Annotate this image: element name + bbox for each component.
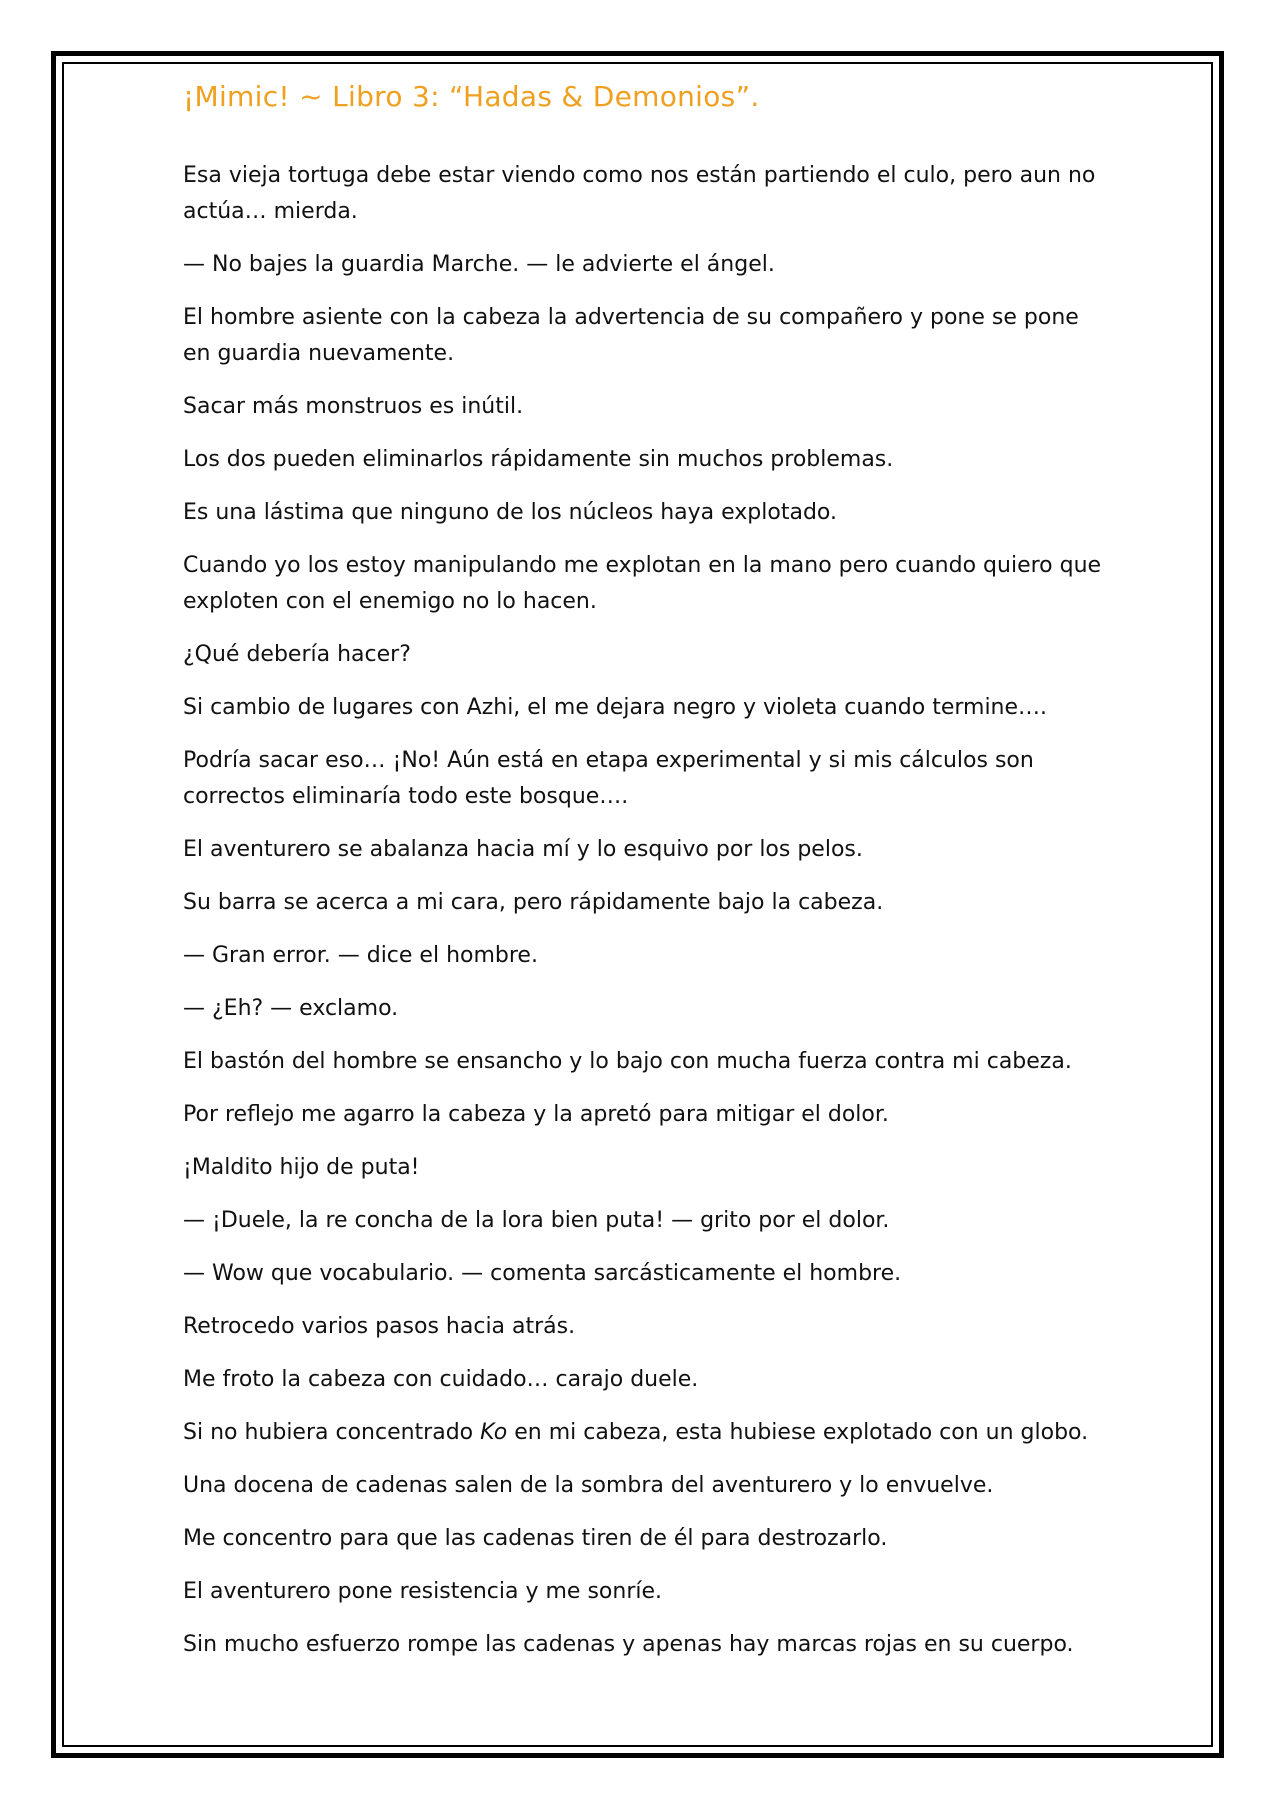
paragraph-8: ¿Qué debería hacer?: [183, 642, 411, 667]
paragraph-15: El bastón del hombre se ensancho y lo bajo con mucha fuerza contra mi cabeza.: [183, 1049, 1072, 1074]
paragraph-12: Su barra se acerca a mi cara, pero rápidamente bajo la cabeza.: [183, 890, 884, 915]
paragraph-22-after: en mi cabeza, esta hubiese explotado con un globo.: [507, 1420, 1089, 1445]
paragraph-6: Es una lástima que ninguno de los núcleos haya explotado.: [183, 500, 837, 525]
paragraph-7: Cuando yo los estoy manipulando me explotan en la mano pero cuando quiero que exploten con el enemigo no lo hacen.: [183, 553, 1102, 614]
page-content: [183, 70, 1103, 1680]
paragraph-14: — ¿Eh? — exclamo.: [183, 996, 399, 1021]
paragraph-1: Esa vieja tortuga debe estar viendo como nos están partiendo el culo, pero aun no actúa… mierda.: [183, 163, 1096, 224]
paragraph-3: El hombre asiente con la cabeza la advertencia de su compañero y pone se pone en guardia nuevamente.: [183, 305, 1079, 366]
paragraph-21: Me froto la cabeza con cuidado… carajo duele.: [183, 1367, 699, 1392]
paragraph-13: — Gran error. — dice el hombre.: [183, 943, 538, 968]
paragraph-23: Una docena de cadenas salen de la sombra del aventurero y lo envuelve.: [183, 1473, 994, 1498]
paragraph-22-before: Si no hubiera concentrado: [183, 1420, 481, 1445]
paragraph-22-italic-ko: Ko: [480, 1420, 508, 1445]
paragraph-9: Si cambio de lugares con Azhi, el me dejara negro y violeta cuando termine….: [183, 695, 1048, 720]
paragraph-5: Los dos pueden eliminarlos rápidamente sin muchos problemas.: [183, 447, 894, 472]
paragraph-17: ¡Maldito hijo de puta!: [183, 1155, 420, 1180]
paragraph-26: Sin mucho esfuerzo rompe las cadenas y apenas hay marcas rojas en su cuerpo.: [183, 1632, 1074, 1657]
paragraph-18: — ¡Duele, la re concha de la lora bien puta! — grito por el dolor.: [183, 1208, 890, 1233]
paragraph-4: Sacar más monstruos es inútil.: [183, 394, 524, 419]
paragraph-2: — No bajes la guardia Marche. — le advierte el ángel.: [183, 252, 775, 277]
page-header-title: ¡Mimic! ~ Libro 3: “Hadas & Demonios”.: [183, 80, 760, 113]
paragraph-16: Por reflejo me agarro la cabeza y la apretó para mitigar el dolor.: [183, 1102, 889, 1127]
paragraph-24: Me concentro para que las cadenas tiren de él para destrozarlo.: [183, 1526, 888, 1551]
paragraph-25: El aventurero pone resistencia y me sonríe.: [183, 1579, 663, 1604]
paragraph-19: — Wow que vocabulario. — comenta sarcásticamente el hombre.: [183, 1261, 902, 1286]
paragraph-10: Podría sacar eso… ¡No! Aún está en etapa experimental y si mis cálculos son correctos eliminaría todo este bosque….: [183, 748, 1034, 809]
paragraph-11: El aventurero se abalanza hacia mí y lo esquivo por los pelos.: [183, 837, 863, 862]
paragraph-20: Retrocedo varios pasos hacia atrás.: [183, 1314, 576, 1339]
paragraph-22: [183, 1415, 1103, 1451]
